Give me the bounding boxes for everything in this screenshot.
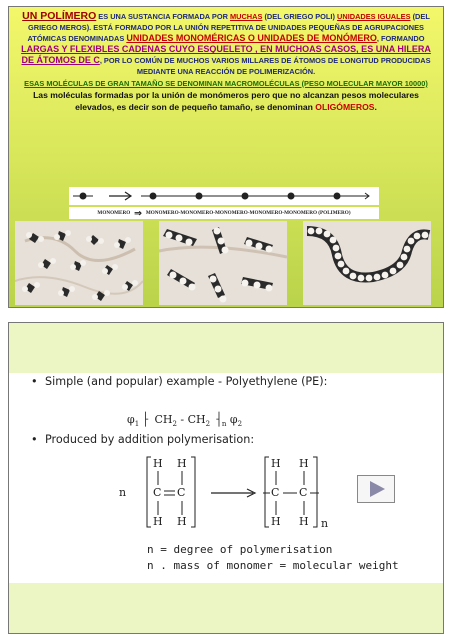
ch2-group: CH (154, 413, 173, 426)
bullet-addition (31, 433, 254, 446)
bracket-close-icon: ⸡ (213, 409, 222, 427)
text-segment: , FORMANDO (376, 34, 425, 44)
bracket-open-icon: ⸠ (142, 409, 151, 427)
hydrogen-atom: H (177, 457, 187, 470)
oligomer-end: . (374, 101, 377, 112)
text-segment: (DEL GRIEGO POLI) (262, 12, 338, 21)
definition-degree: n = degree of polymerisation (147, 543, 333, 556)
phi-symbol: φ (127, 413, 135, 426)
chain-diagram (69, 187, 379, 205)
polyethylene-structure (259, 455, 339, 529)
macromolecule-note: ESAS MOLÉCULAS DE GRAN TAMAÑO SE DENOMINAN MACROMOLÉCULAS (PESO MOLECULAR MAYOR 10000) (24, 78, 428, 88)
bullet-icon: • (31, 433, 38, 446)
slide-1 (8, 6, 444, 308)
micrograph-polymer (303, 221, 431, 305)
coefficient-n: n (119, 486, 127, 499)
repeat-n: n (321, 517, 329, 530)
hydrogen-atom: H (299, 515, 309, 528)
polymer-dot (334, 193, 341, 200)
carbon-atom: C (153, 486, 162, 499)
oligomer-note (15, 89, 437, 113)
phi-subscript-1: 1 (134, 420, 140, 429)
keyword-unidades-monomericas: UNIDADES MONOMÉRICAS O UNIDADES DE MONÓMERO (126, 33, 377, 44)
play-icon (358, 476, 394, 502)
polymer-dot (150, 193, 157, 200)
chain-label-arrow: ⇒ (134, 207, 142, 218)
chain-label-monomer: MONOMERO (97, 210, 131, 216)
slide-2 (8, 322, 444, 634)
carbon-atom: C (271, 486, 280, 499)
hydrogen-atom: H (177, 515, 187, 528)
hydrogen-atom: H (153, 457, 163, 470)
ch2-subscript: 2 (205, 420, 211, 429)
hydrogen-atom: H (299, 457, 309, 470)
slide-1-title: UN POLÍMERO (22, 10, 97, 22)
phi-symbol: φ (229, 413, 238, 426)
micrograph-1-svg (15, 221, 143, 305)
keyword-largas-cadenas: LARGAS Y FLEXIBLES CADENAS CUYO ESQUELETO , EN MUCHOAS CASOS, ES UNA HILERA DE ÁTOMOS DE C (21, 44, 431, 66)
carbon-atom: C (299, 486, 308, 499)
ch2-group: CH (187, 413, 206, 426)
reaction-arrow-icon (209, 487, 259, 499)
polymer-dot (196, 193, 203, 200)
polymer-dot (288, 193, 295, 200)
bond-dash: - (180, 413, 185, 426)
hydrogen-atom: H (153, 515, 163, 528)
slide-2-header-band (9, 323, 443, 373)
text-segment: ES UNA SUSTANCIA FORMADA POR (96, 12, 230, 21)
hydrogen-atom: H (271, 515, 281, 528)
example-line: Simple (and popular) example - Polyethylene (PE): (45, 375, 328, 388)
carbon-atom: C (177, 486, 186, 499)
hydrogen-atom: H (271, 457, 281, 470)
text-segment: (DEL GRIEGO MEROS). ESTÁ FORMADO POR LA UNIÓN REPETITIVA DE UNIDADES PEQUEÑAS DE AGRUPACIONES ATÓMICAS DENOMINADAS (27, 12, 430, 44)
slide-2-footer-band (9, 583, 443, 633)
play-button[interactable] (357, 475, 395, 503)
micrograph-oligomers (159, 221, 287, 305)
micrograph-monomers (15, 221, 143, 305)
keyword-unidades-iguales: UNIDADES IGUALES (337, 12, 411, 21)
addition-line: Produced by addition polymerisation: (45, 433, 255, 446)
ethylene-structure (119, 455, 199, 529)
bullet-example (31, 375, 327, 388)
bullet-icon: • (31, 375, 38, 388)
micrograph-3-svg (303, 221, 431, 305)
oligomer-text: Las moléculas formadas por la unión de monómeros pero que no alcanzan pesos moleculares elevados, es decir son de pequeño tamaño, se denominan (33, 89, 419, 112)
slide-1-text (15, 11, 437, 113)
chain-label-polymer: MONOMERO-MONOMERO-MONOMERO-MONOMERO-MONOMERO (POLIMERO) (145, 210, 351, 216)
chain-svg (69, 187, 379, 205)
phi-subscript-2: 2 (237, 420, 243, 429)
chain-labels (69, 207, 379, 219)
arrow-icon (109, 192, 131, 200)
micrograph-2-svg (159, 221, 287, 305)
text-segment: , POR LO COMÚN DE MUCHOS VARIOS MILLARES DE ÁTOMOS DE LONGITUD PRODUCIDAS MEDIANTE UNA REACCIÓN DE POLIMERIZACIÓN. (99, 56, 431, 77)
ch2-subscript: 2 (172, 420, 177, 429)
keyword-muchas: MUCHAS (229, 12, 263, 21)
keyword-oligomeros: OLIGÓMEROS (315, 101, 375, 112)
repeat-subscript-n: n (221, 420, 227, 429)
polyethylene-formula (127, 408, 242, 428)
polymer-dot (242, 193, 249, 200)
definition-molecular-weight: n . mass of monomer = molecular weight (147, 559, 399, 572)
